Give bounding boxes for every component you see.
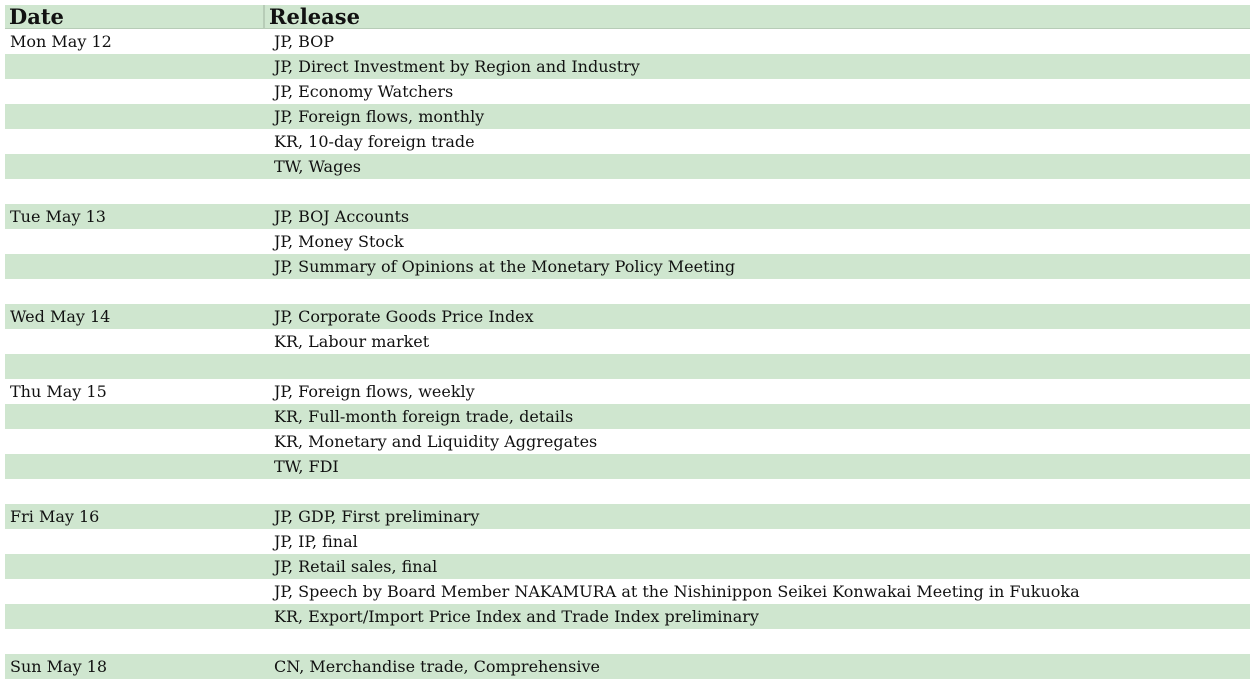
release-cell: KR, 10-day foreign trade bbox=[274, 132, 475, 151]
release-cell: JP, Corporate Goods Price Index bbox=[274, 307, 534, 326]
table-row bbox=[5, 79, 1250, 104]
release-cell: TW, FDI bbox=[274, 457, 339, 476]
release-cell: JP, Foreign flows, monthly bbox=[274, 107, 485, 126]
table-row bbox=[5, 654, 1250, 679]
release-cell bbox=[268, 279, 1250, 304]
release-cell bbox=[268, 354, 1250, 379]
table-row bbox=[5, 279, 1250, 304]
date-cell bbox=[5, 154, 268, 179]
release-cell: JP, Direct Investment by Region and Industry bbox=[274, 57, 640, 76]
release-cell: KR, Monetary and Liquidity Aggregates bbox=[274, 432, 598, 451]
date-cell bbox=[5, 79, 268, 104]
table-row bbox=[5, 504, 1250, 529]
table-row bbox=[5, 354, 1250, 379]
date-column-header: Date bbox=[9, 4, 64, 29]
release-cell: JP, GDP, First preliminary bbox=[274, 507, 480, 526]
table-row bbox=[5, 229, 1250, 254]
date-cell bbox=[5, 354, 268, 379]
table-row bbox=[5, 254, 1250, 279]
release-cell: TW, Wages bbox=[274, 157, 362, 176]
release-column-header: Release bbox=[263, 5, 1250, 28]
date-cell bbox=[5, 329, 268, 354]
date-cell bbox=[5, 629, 268, 654]
release-cell bbox=[268, 629, 1250, 654]
date-cell bbox=[5, 479, 268, 504]
release-cell: KR, Full-month foreign trade, details bbox=[274, 407, 574, 426]
table-row bbox=[5, 554, 1250, 579]
table-row bbox=[5, 104, 1250, 129]
release-cell bbox=[268, 179, 1250, 204]
table-row bbox=[5, 179, 1250, 204]
release-cell bbox=[268, 479, 1250, 504]
release-cell: CN, Merchandise trade, Comprehensive bbox=[274, 657, 600, 676]
date-cell bbox=[5, 229, 268, 254]
release-cell: KR, Export/Import Price Index and Trade Index preliminary bbox=[274, 607, 759, 626]
date-cell: Mon May 12 bbox=[10, 32, 112, 51]
date-cell bbox=[5, 404, 268, 429]
date-cell bbox=[5, 129, 268, 154]
release-cell: JP, Speech by Board Member NAKAMURA at the Nishinippon Seikei Konwakai Meeting in Fukuoka bbox=[274, 582, 1080, 601]
release-cell: JP, Retail sales, final bbox=[274, 557, 438, 576]
date-cell: Fri May 16 bbox=[10, 507, 100, 526]
date-cell: Wed May 14 bbox=[10, 307, 111, 326]
date-cell bbox=[5, 604, 268, 629]
table-row bbox=[5, 129, 1250, 154]
table-row bbox=[5, 604, 1250, 629]
table-row bbox=[5, 29, 1250, 54]
date-cell bbox=[5, 579, 268, 604]
date-cell bbox=[5, 429, 268, 454]
date-cell bbox=[5, 179, 268, 204]
table-row bbox=[5, 454, 1250, 479]
release-cell: JP, BOJ Accounts bbox=[274, 207, 410, 226]
release-calendar-table bbox=[5, 5, 1250, 679]
date-cell: Sun May 18 bbox=[10, 657, 108, 676]
table-row bbox=[5, 629, 1250, 654]
release-cell: KR, Labour market bbox=[274, 332, 430, 351]
table-row bbox=[5, 54, 1250, 79]
table-header-row bbox=[5, 5, 1250, 29]
date-cell bbox=[5, 454, 268, 479]
table-row bbox=[5, 429, 1250, 454]
date-cell bbox=[5, 279, 268, 304]
release-cell: JP, Money Stock bbox=[274, 232, 404, 251]
date-cell bbox=[5, 529, 268, 554]
table-row bbox=[5, 329, 1250, 354]
table-row bbox=[5, 154, 1250, 179]
date-cell bbox=[5, 554, 268, 579]
table-body bbox=[5, 29, 1250, 679]
date-cell bbox=[5, 104, 268, 129]
release-cell: JP, Summary of Opinions at the Monetary Policy Meeting bbox=[274, 257, 736, 276]
date-cell: Thu May 15 bbox=[10, 382, 107, 401]
date-cell bbox=[5, 54, 268, 79]
table-row bbox=[5, 479, 1250, 504]
table-row bbox=[5, 529, 1250, 554]
date-cell bbox=[5, 254, 268, 279]
release-cell: JP, Economy Watchers bbox=[274, 82, 454, 101]
date-cell: Tue May 13 bbox=[10, 207, 106, 226]
release-cell: JP, BOP bbox=[274, 32, 335, 51]
table-row bbox=[5, 579, 1250, 604]
table-row bbox=[5, 304, 1250, 329]
table-row bbox=[5, 204, 1250, 229]
table-row bbox=[5, 379, 1250, 404]
release-cell: JP, IP, final bbox=[274, 532, 358, 551]
release-cell: JP, Foreign flows, weekly bbox=[274, 382, 475, 401]
table-row bbox=[5, 404, 1250, 429]
